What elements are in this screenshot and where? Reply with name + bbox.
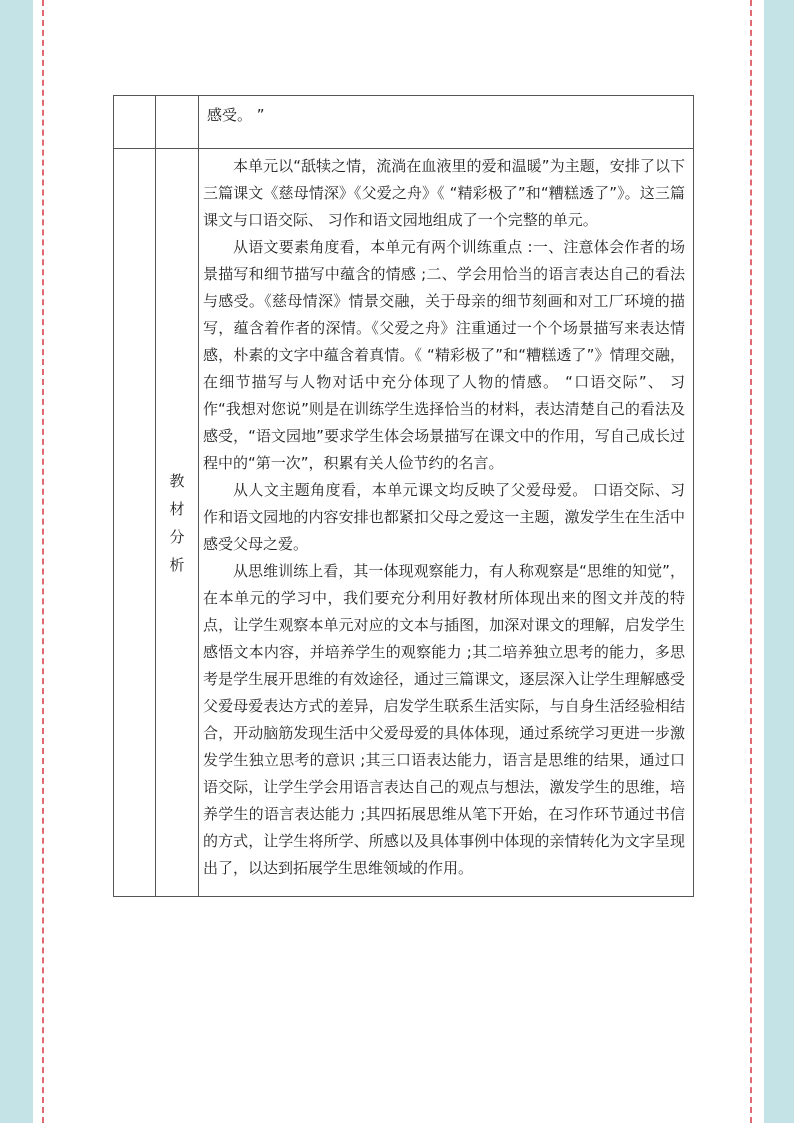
section-label bbox=[156, 149, 199, 897]
section-label-char: 教 bbox=[169, 471, 185, 490]
right-dashed-line bbox=[750, 0, 752, 1123]
section-label-char: 析 bbox=[169, 555, 185, 574]
left-margin-band bbox=[0, 0, 33, 1123]
table-row-material-analysis bbox=[114, 149, 694, 897]
table-row-continuation bbox=[114, 96, 694, 149]
paragraph: 从人文主题角度看，本单元课文均反映了父爱母爱。 口语交际、习作和语文园地的内容安排也都紧扣父母之爱这一主题，激发学生在生活中感受父母之爱。 bbox=[203, 481, 685, 553]
table-cell-blank bbox=[156, 96, 199, 149]
lesson-plan-table bbox=[113, 95, 694, 897]
paragraph: 本单元以“舐犊之情，流淌在血液里的爱和温暖”为主题，安排了以下三篇课文《慈母情深》《父爱之舟》《 “精彩极了”和“糟糕透了”》。这三篇课文与口语交际、 习作和语文园地组成了一个完整的单元。 bbox=[203, 157, 685, 229]
section-label-char: 分 bbox=[169, 527, 185, 546]
analysis-body bbox=[199, 149, 693, 896]
table-cell-blank bbox=[114, 149, 156, 897]
left-dashed-line bbox=[42, 0, 44, 1123]
table-cell-continuation bbox=[199, 96, 694, 149]
table-cell-blank bbox=[114, 96, 156, 149]
right-margin-band bbox=[764, 0, 794, 1123]
continuation-text: 感受。 ” bbox=[207, 106, 265, 124]
paragraph: 从思维训练上看，其一体现观察能力，有人称观察是“思维的知觉”，在本单元的学习中，我们要充分利用好教材所体现出来的图文并茂的特点，让学生观察本单元对应的文本与插图，加深对课文的理解，启发学生感悟文本内容，并培养学生的观察能力 ;其二培养独立思考的能力，多思考是学生展开思维的有效途径，通过三篇课文，逐层深入让学生理解感受父爱母爱表达方式的差异，启发学生联系生活实际，与自身生活经验相结合，开动脑筋发现生活中父爱母爱的具体体现，通过系统学习更进一步激发学生独立思考的意识 ;其三口语表达能力，语言是思维的结果，通过口语交际，让学生学会用语言表达自己的观点与想法，激发学生的思维，培养学生的语言表达能力 ;其四拓展思维从笔下开始，在习作环节通过书信的方式，让学生将所学、所感以及具体事例中体现的亲情转化为文字呈现出了，以达到拓展学生思维领域的作用。 bbox=[203, 562, 685, 877]
paragraph: 从语文要素角度看，本单元有两个训练重点 :一、注意体会作者的场景描写和细节描写中蕴含的情感 ;二、学会用恰当的语言表达自己的看法与感受。《慈母情深》情景交融，关于母亲的细节刻画和对工厂环境的描写，蕴含着作者的深情。《父爱之舟》注重通过一个个场景描写来表达情感，朴素的文字中蕴含着真情。《 “精彩极了”和“糟糕透了”》情理交融，在细节描写与人物对话中充分体现了人物的情感。 “口语交际”、 习作“我想对您说”则是在训练学生选择恰当的材料，表达清楚自己的看法及感受，“语文园地”要求学生体会场景描写在课文中的作用，写自己成长过程中的“第一次”，积累有关人俭节约的名言。 bbox=[203, 238, 685, 472]
analysis-content-cell bbox=[199, 149, 694, 897]
section-label-char: 材 bbox=[169, 499, 185, 518]
